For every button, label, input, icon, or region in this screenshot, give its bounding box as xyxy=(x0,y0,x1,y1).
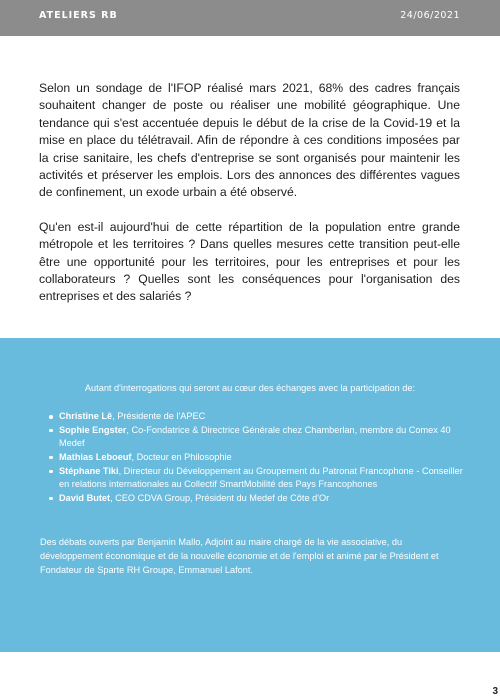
participants-panel xyxy=(0,338,500,652)
participant-item xyxy=(59,492,464,505)
bullet-icon xyxy=(49,415,53,419)
intro-paragraph: Selon un sondage de l'IFOP réalisé mars 2021, 68% des cadres français souhaitent changer de poste ou réaliser une mobilité géographique. Une tendance qui s'est accentuée depuis le début de la crise de la Covid-19 et la mise en place du télétravail. Afin de répondre à ces conditions imposées par la crise sanitaire, les chefs d'entreprise se sont organisés pour maintenir les activités et préserver les emplois. Lors des annonces des différentes vagues de confinement, un exode urbain a été observé. xyxy=(39,81,460,200)
header-brand: ATELIERS RB xyxy=(39,10,118,21)
page-header xyxy=(0,0,500,36)
participant-role: , Docteur en Philosophie xyxy=(131,451,232,462)
header-date: 24/06/2021 xyxy=(400,10,460,21)
participant-role: , CEO CDVA Group, Président du Medef de Côte d'Or xyxy=(110,492,330,503)
bullet-icon xyxy=(49,429,53,433)
participant-name: Mathias Leboeuf xyxy=(59,451,132,462)
participants-lead: Autant d'interrogations qui seront au cœur des échanges avec la participation de: xyxy=(84,383,416,393)
participant-role: , Co-Fondatrice & Directrice Générale chez Chamberlan, membre du Comex 40 Medef xyxy=(59,424,451,448)
participant-role: , Directeur du Développement au Groupement du Patronat Francophone - Conseiller en relations internationales au Collectif SmartMobilité des Pays Francophones xyxy=(59,465,463,489)
page-number: 3 xyxy=(492,686,498,697)
intro-paragraph: Qu'en est-il aujourd'hui de cette répartition de la population entre grande métropole et les territoires ? Dans quelles mesures cette transition peut-elle être une opportunité pour les territoires, pour les entreprises et pour les collaborateurs ? Quelles sont les conséquences pour l'organisation des entreprises et des salariés ? xyxy=(39,219,460,304)
participant-name: David Butet xyxy=(59,492,111,503)
participant-item xyxy=(59,451,464,464)
participant-name: Sophie Engster xyxy=(59,424,127,435)
intro-text xyxy=(39,80,460,306)
closing-paragraph: Des débats ouverts par Benjamin Mallo, Adjoint au maire chargé de la vie associative, du développement économique et de la nouvelle économie et de l'emploi et animé par le Président et Fondateur de Sparte RH Groupe, Emmanuel Lafont. xyxy=(40,537,439,575)
bullet-icon xyxy=(49,470,53,474)
participant-item xyxy=(59,424,464,450)
participants-list xyxy=(59,410,464,505)
participant-item xyxy=(59,465,464,491)
bullet-icon xyxy=(49,497,53,501)
participant-item xyxy=(59,410,464,423)
bullet-icon xyxy=(49,456,53,460)
participant-role: , Présidente de l'APEC xyxy=(112,411,206,421)
participant-name: Stéphane Tiki xyxy=(59,465,119,476)
participant-name: Christine Lê xyxy=(59,411,113,421)
